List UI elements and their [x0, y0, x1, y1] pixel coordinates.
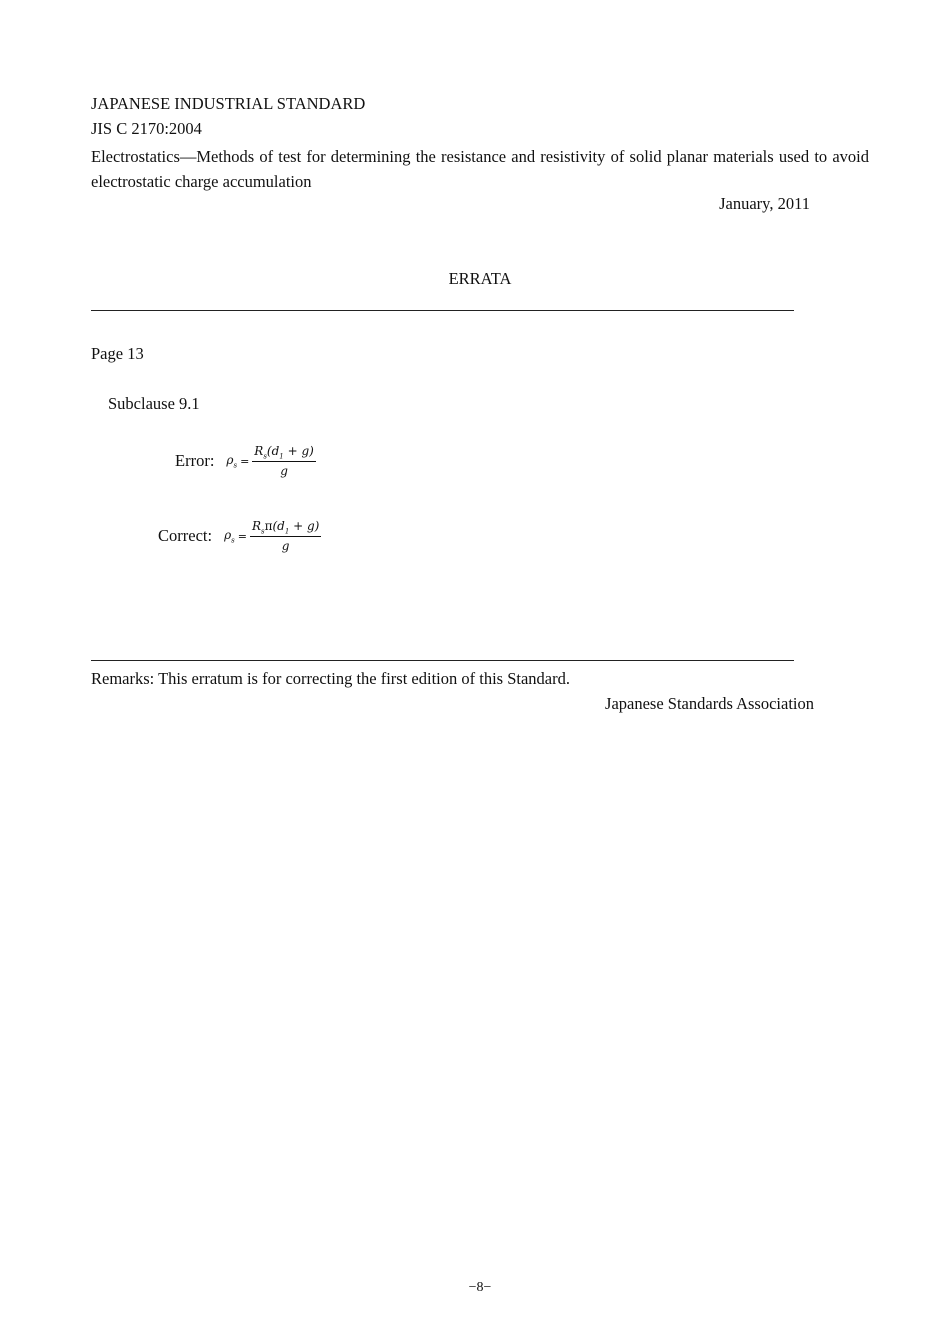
- errata-date: January, 2011: [719, 194, 810, 213]
- page-title: ERRATA: [448, 269, 512, 288]
- page-number: −8−: [468, 1280, 492, 1295]
- standard-number: JIS C 2170:2004: [91, 119, 202, 138]
- error-formula: [226, 444, 315, 478]
- page-reference: Page 13: [91, 344, 144, 363]
- formula-lhs: $\rho_s$: [224, 528, 235, 545]
- formula-numerator: $R_s\pi(d_1 + g)$: [251, 519, 320, 536]
- formula-fraction: [252, 444, 316, 478]
- standard-title: Electrostatics—Methods of test for determining the resistance and resistivity of solid planar materials used to avoid electrostatic charge accumulation: [91, 147, 869, 191]
- formula-lhs: $\rho_s$: [226, 453, 238, 470]
- correct-label: Correct:: [158, 526, 213, 546]
- error-formula-row: [175, 444, 316, 478]
- standard-type: JAPANESE INDUSTRIAL STANDARD: [91, 94, 366, 113]
- formula-denominator: g: [280, 464, 288, 479]
- formula-numerator: $R_s(d_1 + g)$: [254, 444, 314, 461]
- equals-sign: =: [237, 529, 247, 543]
- top-divider: [91, 310, 794, 311]
- remarks: Remarks: This erratum is for correcting the first edition of this Standard.: [91, 669, 570, 688]
- correct-formula-row: [158, 519, 321, 553]
- publisher: Japanese Standards Association: [605, 694, 814, 713]
- formula-denominator: g: [281, 539, 290, 554]
- bottom-divider: [91, 660, 794, 661]
- formula-fraction: [250, 519, 321, 553]
- equals-sign: =: [240, 454, 250, 468]
- correct-formula: [224, 519, 321, 553]
- error-label: Error:: [175, 451, 215, 471]
- subclause-reference: Subclause 9.1: [108, 394, 200, 413]
